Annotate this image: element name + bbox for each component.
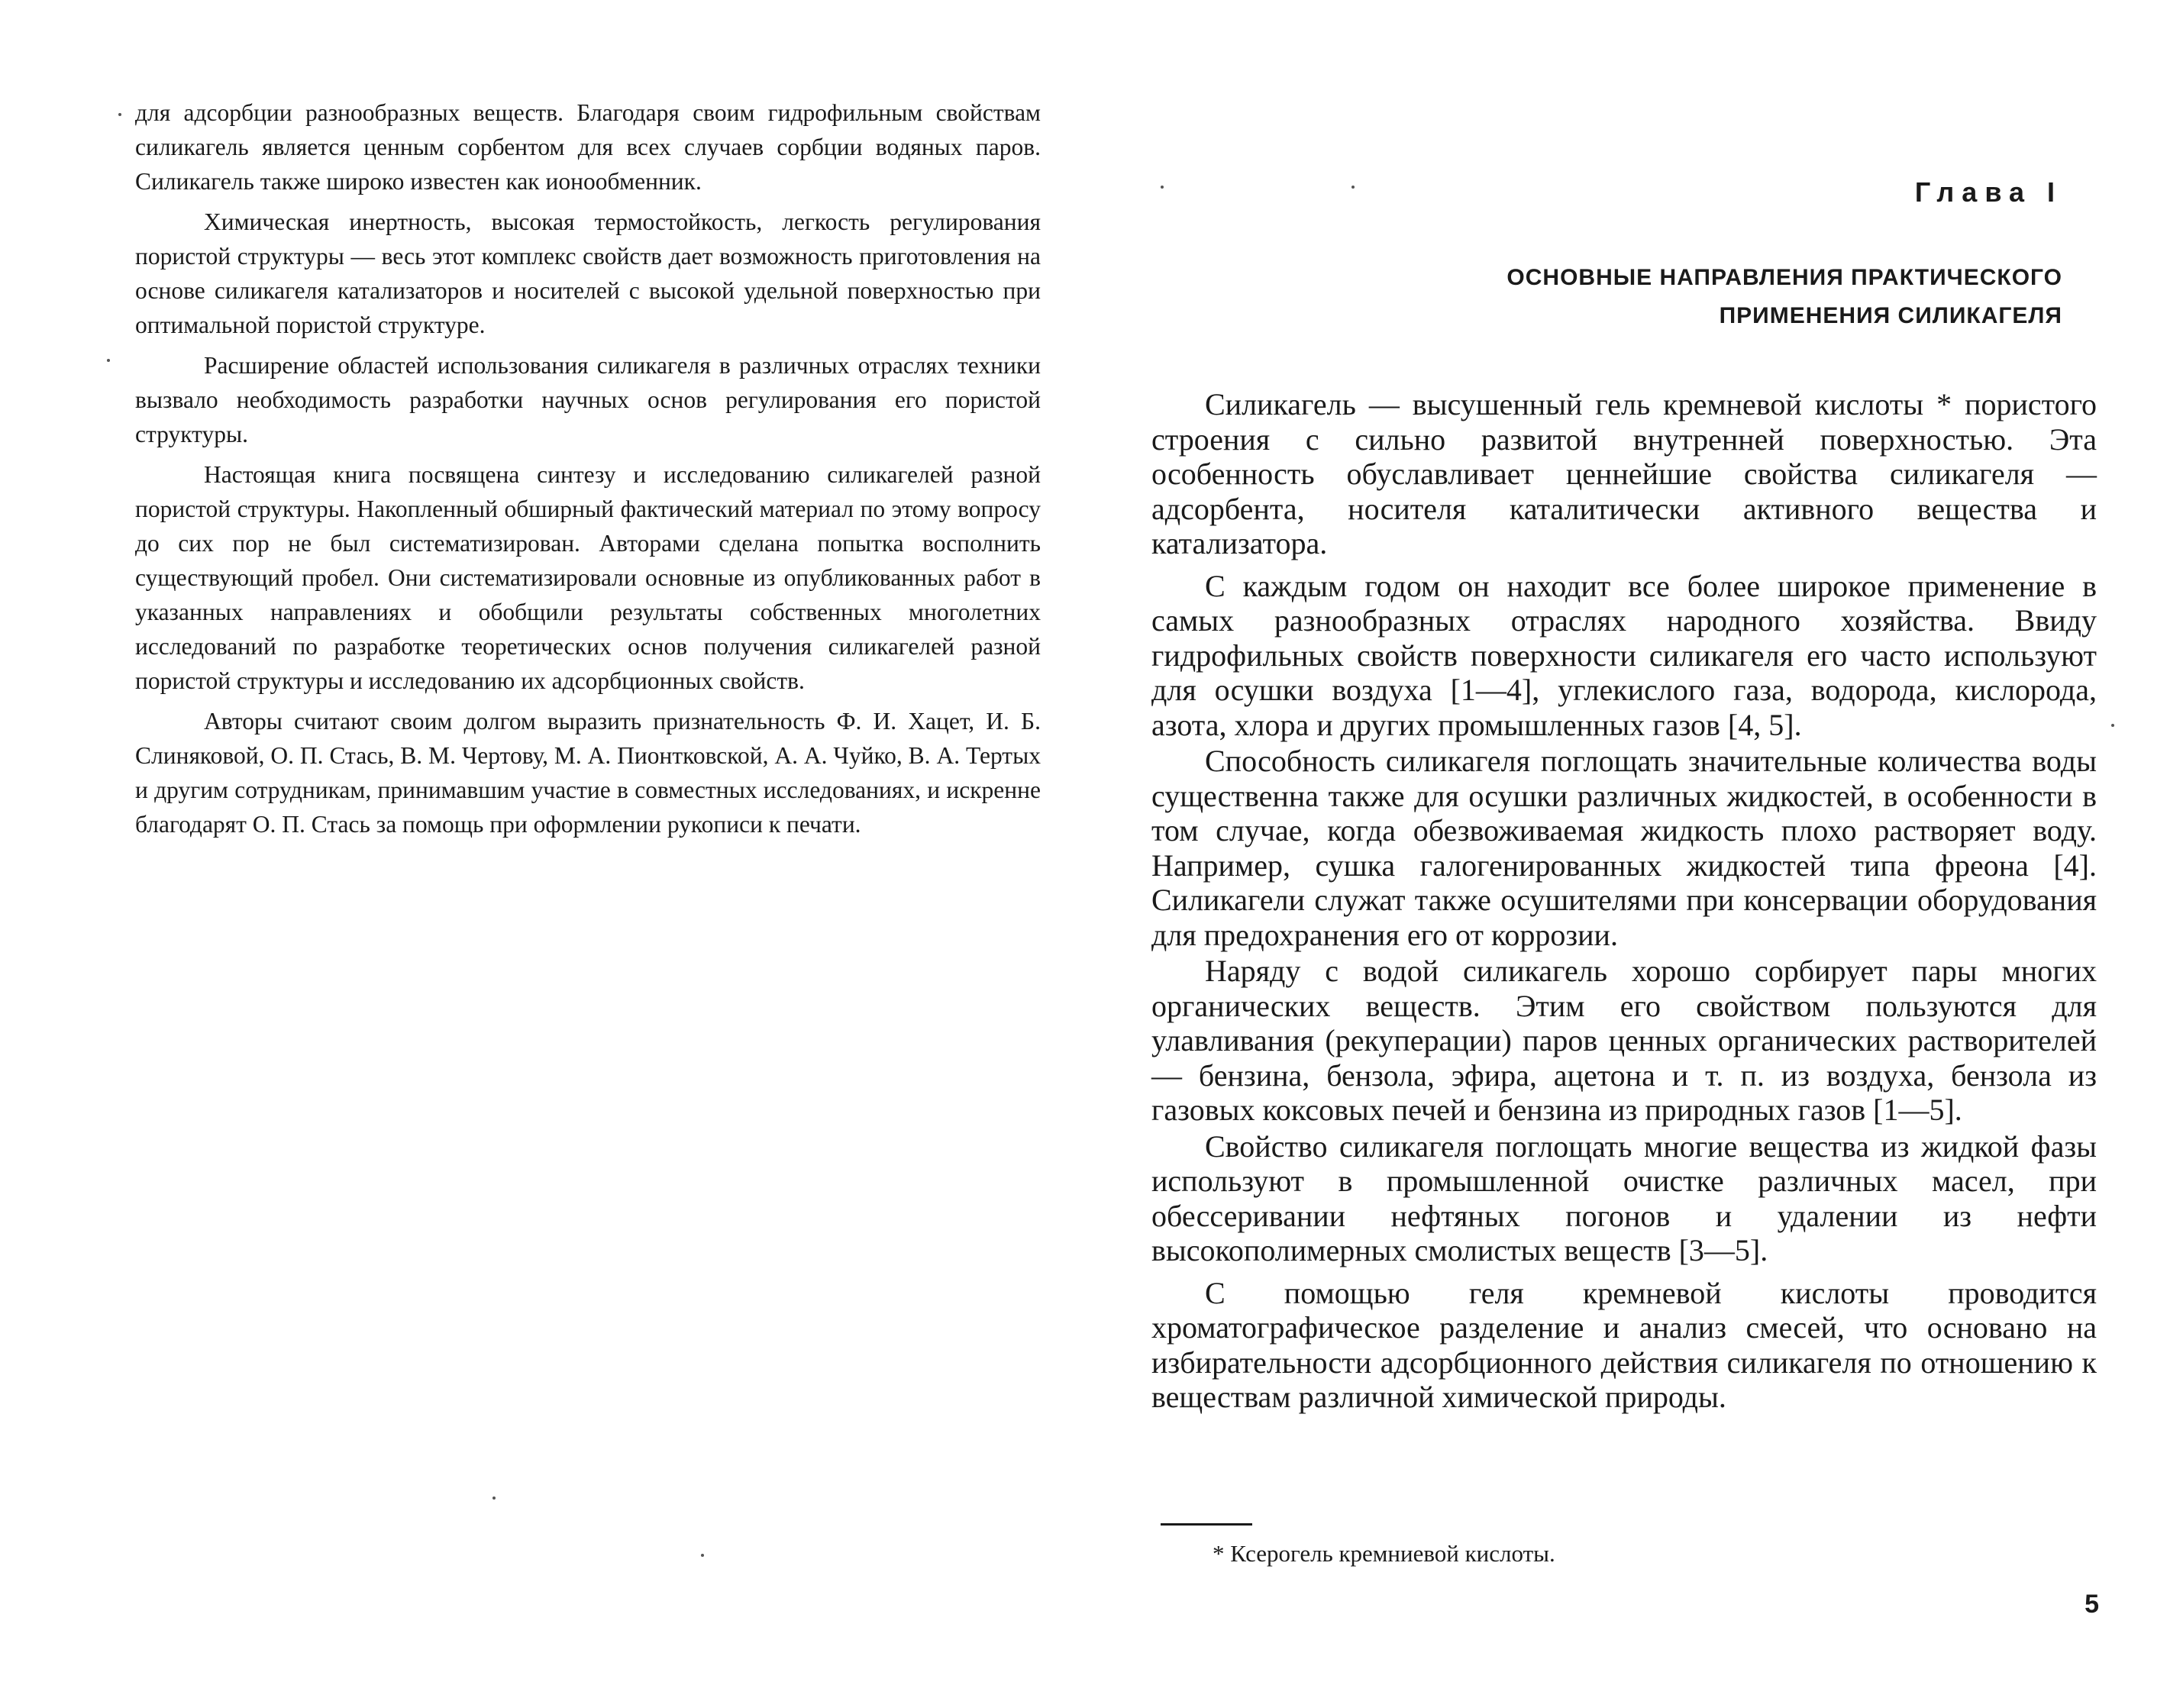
left-paragraph-4: Настоящая книга посвящена синтезу и исследованию силикагелей разной пористой структуры. Накопленный обширный фактический материал по этому вопросу до сих пор не был систематизирован. Авторами сделана попытка восполнить существующий пробел. Они систематизировали основные из опубликованных работ в указанных направлениях и обобщили результаты собственных многолетних исследований по разработке теоретических основ получения силикагелей разной пористой структуры и исследованию их адсорбционных свойств. — [135, 461, 1041, 694]
footnote-divider — [1161, 1523, 1252, 1526]
print-speck — [107, 359, 110, 362]
left-paragraph-3: Расширение областей использования силикагеля в различных отраслях техники вызвало необходимость разработки научных основ регулирования его пористой структуры. — [135, 352, 1041, 447]
print-speck — [1161, 186, 1164, 189]
left-page-text — [135, 95, 1041, 848]
print-speck — [492, 1497, 496, 1500]
left-page — [0, 0, 1091, 1708]
right-paragraph-6: С помощью геля кремневой кислоты проводится хроматографическое разделение и анализ смесей, что основано на избирательности адсорбционного действия силикагеля по отношению к веществам различной химической природы. — [1151, 1275, 2097, 1414]
chapter-title-line-1: ОСНОВНЫЕ НАПРАВЛЕНИЯ ПРАКТИЧЕСКОГО — [1506, 265, 2062, 290]
print-speck — [118, 113, 121, 116]
right-paragraph-2: С каждым годом он находит все более широкое применение в самых разнообразных отраслях народного хозяйства. Ввиду гидрофильных свойств поверхности силикагеля его часто используют для осушки воздуха [1—4], углекислого газа, водорода, кислорода, азота, хлора и других промышленных газов [4, 5]. — [1151, 568, 2097, 742]
chapter-label: Глава I — [1914, 176, 2062, 208]
right-paragraph-1: Силикагель — высушенный гель кремневой кислоты * пористого строения с сильно развитой внутренней поверхностью. Эта особенность обуславливает ценнейшие свойства силикагеля — адсорбента, носителя каталитически активного вещества и катализатора. — [1151, 387, 2097, 560]
chapter-title-line-2: ПРИМЕНЕНИЯ СИЛИКАГЕЛЯ — [1719, 303, 2062, 328]
right-paragraph-3: Способность силикагеля поглощать значительные количества воды существенна также для осушки различных жидкостей, в особенности в том случае, когда обезвоживаемая жидкость плохо растворяет воду. Например, сушка галогенированных жидкостей типа фреона [4]. Силикагели служат также осушителями при консервации оборудования для предохранения его от коррозии. — [1151, 744, 2097, 952]
page-number: 5 — [2085, 1590, 2099, 1619]
print-speck — [701, 1554, 704, 1557]
left-paragraph-2: Химическая инертность, высокая термостойкость, легкость регулирования пористой структуры — весь этот комплекс свойств дает возможность приготовления на основе силикагеля катализаторов и носителей с высокой удельной поверхностью при оптимальной пористой структуре. — [135, 208, 1041, 338]
chapter-title — [1299, 259, 2062, 335]
right-paragraph-5: Свойство силикагеля поглощать многие вещества из жидкой фазы используют в промышленной очистке различных масел, при обессеривании нефтяных погонов и удалении из нефти высокополимерных смолистых веществ [3—5]. — [1151, 1128, 2097, 1267]
right-page-text — [1151, 387, 2097, 1416]
print-speck — [1351, 186, 1355, 189]
left-paragraph-1: для адсорбции разнообразных веществ. Благодаря своим гидрофильным свойствам силикагель является ценным сорбентом для всех случаев сорбции водяных паров. Силикагель также широко известен как ионообменник. — [135, 99, 1041, 195]
left-paragraph-5: Авторы считают своим долгом выразить признательность Ф. И. Хацет, И. Б. Слиняковой, О. П. Стась, В. М. Чертову, М. А. Пионтковской, А. А. Чуйко, В. А. Тертых и другим сотрудникам, принимавшим участие в совместных исследованиях, и искренне благодарят О. П. Стась за помощь при оформлении рукописи к печати. — [135, 708, 1041, 838]
right-page — [1092, 0, 2183, 1708]
footnote: * Ксерогель кремниевой кислоты. — [1213, 1540, 1555, 1567]
print-speck — [2111, 724, 2114, 727]
right-paragraph-4: Наряду с водой силикагель хорошо сорбирует пары многих органических веществ. Этим его свойством пользуются для улавливания (рекуперации) паров ценных органических растворителей — бензина, бензола, эфира, ацетона и т. п. из воздуха, бензола из газовых коксовых печей и бензина из природных газов [1—5]. — [1151, 954, 2097, 1127]
